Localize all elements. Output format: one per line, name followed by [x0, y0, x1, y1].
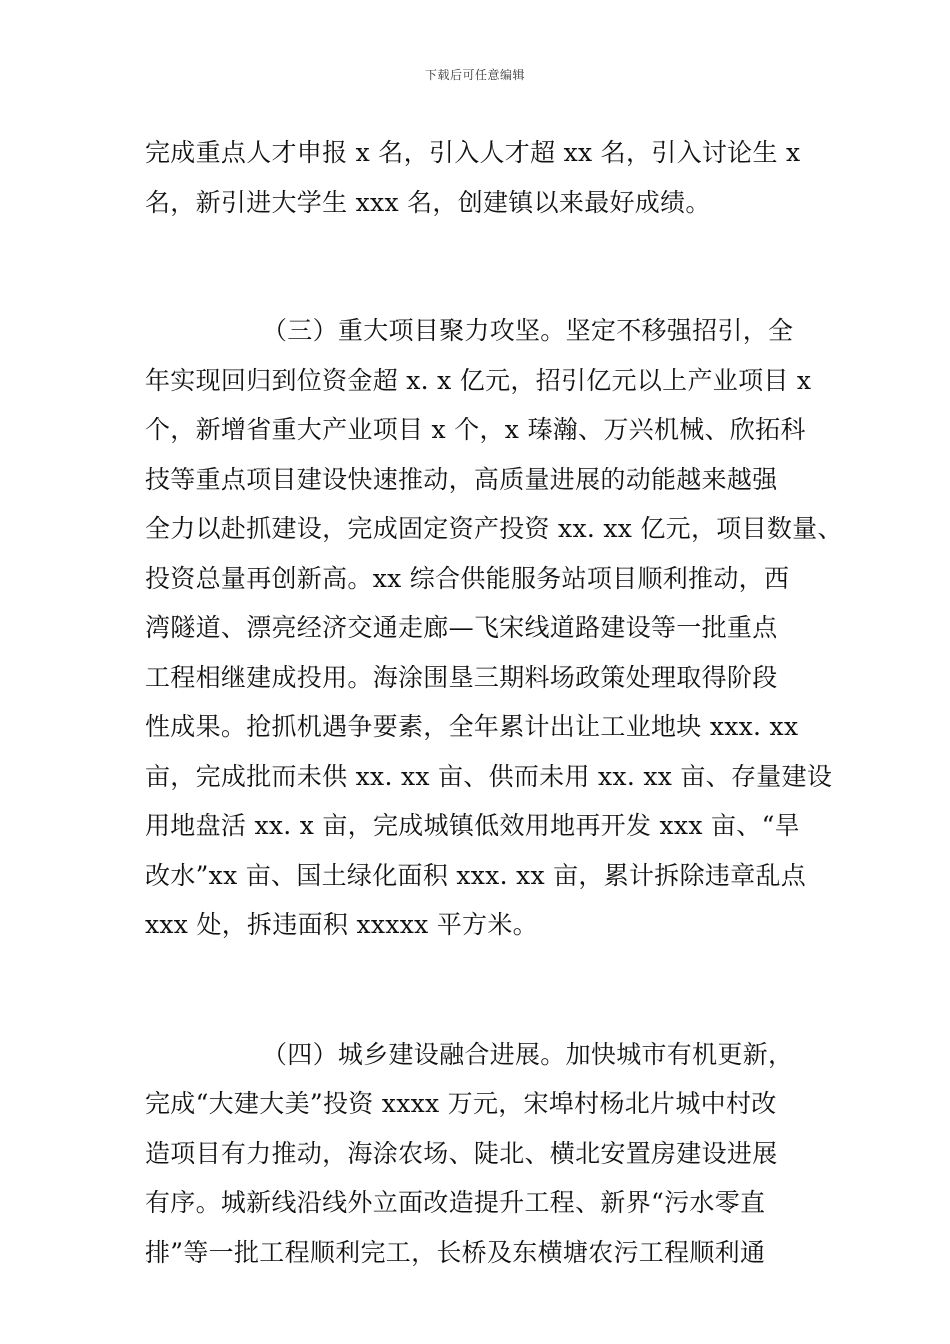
text-line: 全力以赴抓建设，完成固定资产投资 xx. xx 亿元，项目数量、	[145, 514, 843, 543]
paragraph-2	[145, 306, 843, 950]
text-line: 投资总量再创新高。xx 综合供能服务站项目顺利推动，西	[145, 563, 790, 593]
text-line: 排”等一批工程顺利完工，长桥及东横塘农污工程顺利通	[145, 1237, 766, 1267]
text-line: 用地盘活 xx. x 亩，完成城镇低效用地再开发 xxx 亩、“旱	[145, 811, 800, 840]
text-line: xxx 处，拆违面积 xxxxx 平方米。	[145, 910, 538, 939]
text-line: 有序。城新线沿线外立面改造提升工程、新界“污水零直	[145, 1188, 766, 1217]
paragraph-1	[145, 128, 810, 227]
paragraph-spacer	[145, 950, 810, 1030]
text-line: 改水”xx 亩、国土绿化面积 xxx. xx 亩，累计拆除违章乱点	[145, 860, 807, 890]
text-line: 个，新增省重大产业项目 x 个，x 瑧瀚、万兴机械、欣拓科	[145, 415, 806, 444]
text-line: （三）重大项目聚力攻坚。坚定不移强招引，全	[262, 316, 794, 345]
document-body	[145, 128, 843, 1277]
text-line: （四）城乡建设融合进展。加快城市有机更新，	[262, 1039, 794, 1069]
text-line: 技等重点项目建设快速推动，高质量进展的动能越来越强	[145, 464, 778, 494]
paragraph-spacer	[145, 227, 810, 306]
page-header-note: 下载后可任意编辑	[424, 68, 525, 82]
text-line: 名，新引进大学生 xxx 名，创建镇以来最好成绩。	[145, 187, 711, 217]
paragraph-3	[145, 1030, 810, 1278]
text-line: 性成果。抢抓机遇争要素，全年累计出让工业地块 xxx. xx	[145, 712, 799, 741]
text-line: 完成重点人才申报 x 名，引入人才超 xx 名，引入讨论生 x	[145, 138, 801, 167]
text-line: 工程相继建成投用。海涂围垦三期料场政策处理取得阶段	[145, 662, 778, 692]
text-line: 湾隧道、漂亮经济交通走廊—飞宋线道路建设等一批重点	[145, 613, 778, 642]
text-line: 年实现回归到位资金超 x. x 亿元，招引亿元以上产业项目 x	[145, 365, 812, 395]
text-line: 造项目有力推动，海涂农场、陡北、横北安置房建设进展	[145, 1138, 778, 1168]
text-line: 完成“大建大美”投资 xxxx 万元，宋埠村杨北片城中村改	[145, 1089, 777, 1118]
text-line: 亩，完成批而未供 xx. xx 亩、供而未用 xx. xx 亩、存量建设	[145, 761, 833, 791]
